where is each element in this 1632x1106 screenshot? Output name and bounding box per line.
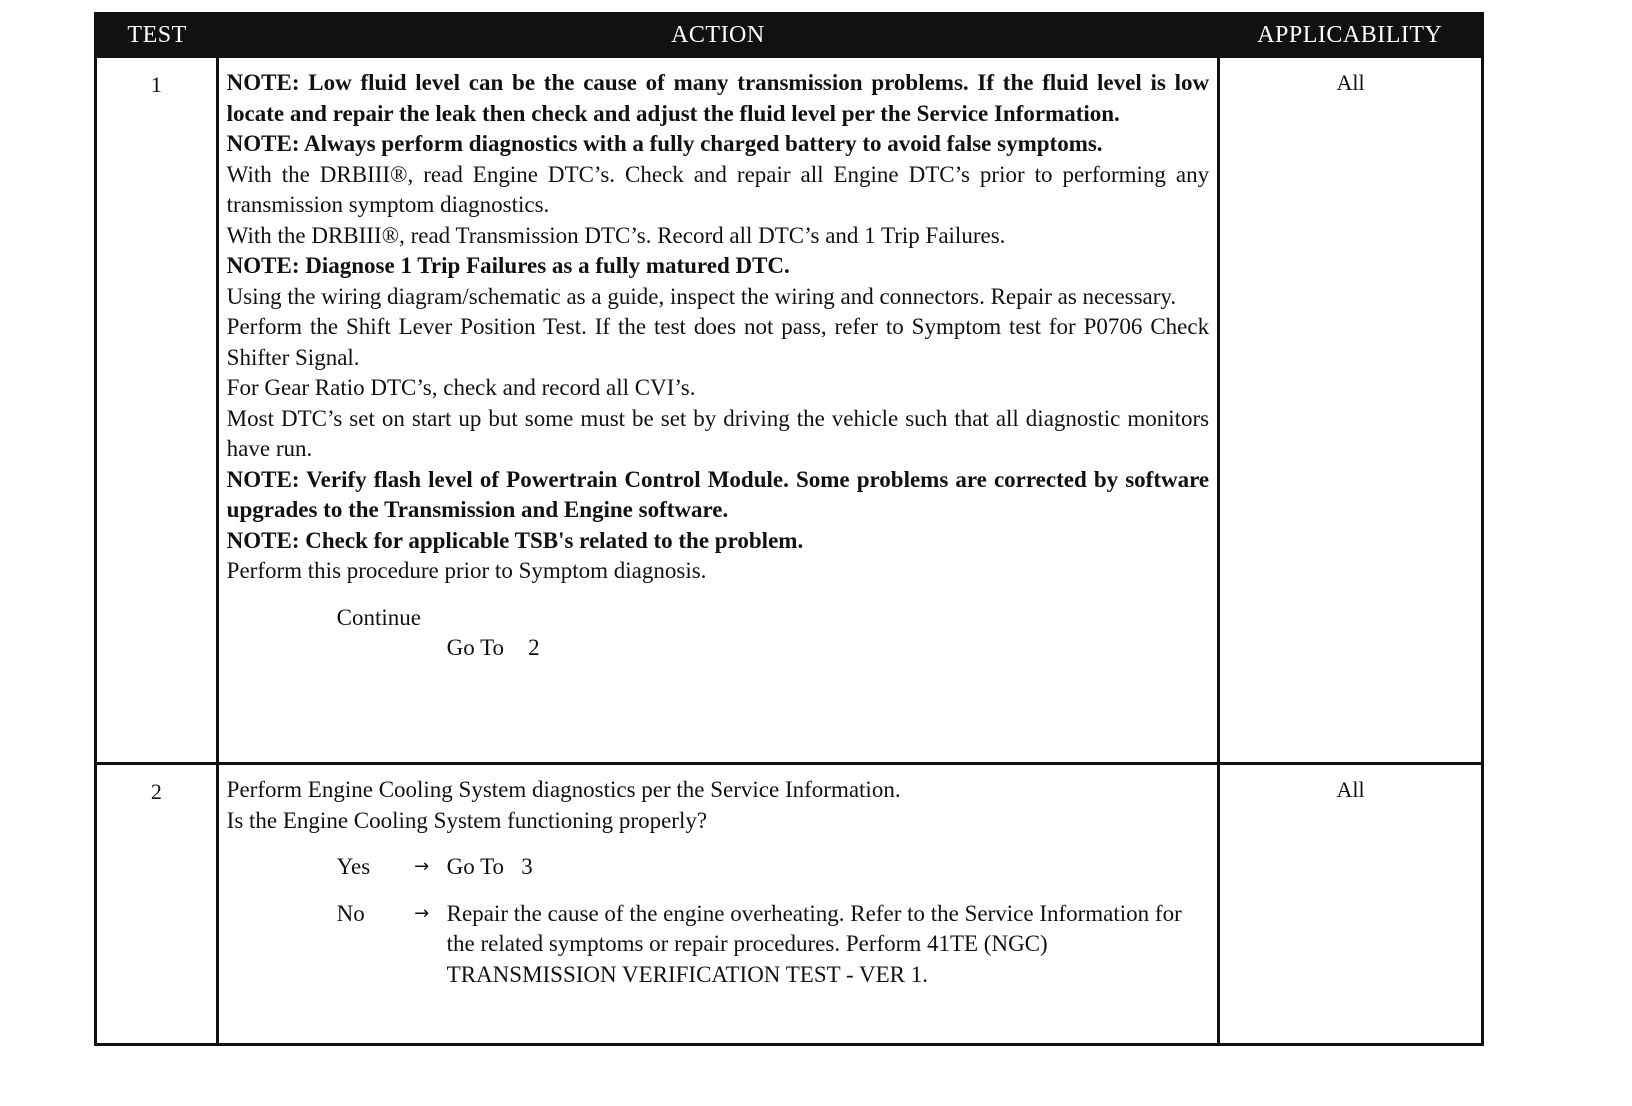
question-line: Is the Engine Cooling System functioning properly?: [226, 807, 708, 833]
instruction-line: Perform this procedure prior to Symptom diagnosis.: [226, 558, 707, 583]
diagnostic-grid: [97, 15, 1481, 1043]
table-header-row: [97, 15, 1481, 57]
table-row: [97, 57, 1481, 764]
instruction-line: Using the wiring diagram/schematic as a guide, inspect the wiring and connectors. Repair as necessary.: [226, 283, 1177, 309]
test-number: 1: [97, 57, 217, 764]
instruction-line: Most DTC’s set on start up but some must be set by driving the vehicle such that all diagnostic monitors have run.: [226, 405, 1210, 461]
note-line: NOTE: Verify flash level of Powertrain Control Module. Some problems are corrected by software upgrades to the Transmission and Engine software.: [226, 466, 1210, 522]
note-line: NOTE: Always perform diagnostics with a fully charged battery to avoid false symptoms.: [226, 131, 1103, 156]
no-answer: [227, 899, 1209, 991]
yes-answer: [227, 852, 1209, 883]
goto-reference: [227, 633, 1209, 664]
diagnostic-table: [94, 12, 1484, 1046]
yes-result: Go To 3: [446, 854, 533, 879]
no-label: No: [336, 900, 365, 926]
right-arrow-icon: →: [414, 856, 430, 877]
action-cell: [217, 764, 1218, 1044]
note-line: NOTE: Diagnose 1 Trip Failures as a fully matured DTC.: [226, 253, 790, 278]
action-cell: [217, 57, 1218, 764]
instruction-line: With the DRBIII®, read Transmission DTC’s. Record all DTC’s and 1 Trip Failures.: [226, 222, 1006, 248]
no-result: Repair the cause of the engine overheating. Refer to the Service Information for the related symptoms or repair procedures. Perform 41TE (NGC) TRANSMISSION VERIFICATION TEST - VER 1.: [446, 900, 1182, 987]
yes-label: Yes: [336, 854, 371, 879]
instruction-line: Perform Engine Cooling System diagnostics per the Service Information.: [226, 777, 901, 802]
instruction-line: For Gear Ratio DTC’s, check and record all CVI’s.: [226, 375, 696, 400]
applicability-value: All: [1219, 764, 1481, 1044]
test-number: 2: [97, 764, 217, 1044]
goto-label: Go To: [446, 635, 505, 660]
instruction-line: With the DRBIII®, read Engine DTC’s. Check and repair all Engine DTC’s prior to performing any transmission symptom diagnostics.: [226, 161, 1210, 217]
continue-label: Continue: [336, 604, 422, 630]
goto-number: 2: [528, 635, 540, 660]
header-test: TEST: [97, 15, 217, 57]
instruction-line: Perform the Shift Lever Position Test. If the test does not pass, refer to Symptom test for P0706 Check Shifter Signal.: [226, 314, 1210, 370]
table-row: [97, 764, 1481, 1044]
note-line: NOTE: Low fluid level can be the cause of many transmission problems. If the fluid level is low locate and repair the leak then check and adjust the fluid level per the Service Information.: [226, 70, 1210, 126]
header-action: ACTION: [217, 15, 1218, 57]
header-applicability: APPLICABILITY: [1219, 15, 1481, 57]
applicability-value: All: [1219, 57, 1481, 764]
note-line: NOTE: Check for applicable TSB's related to the problem.: [226, 527, 804, 553]
right-arrow-icon: →: [414, 902, 430, 924]
